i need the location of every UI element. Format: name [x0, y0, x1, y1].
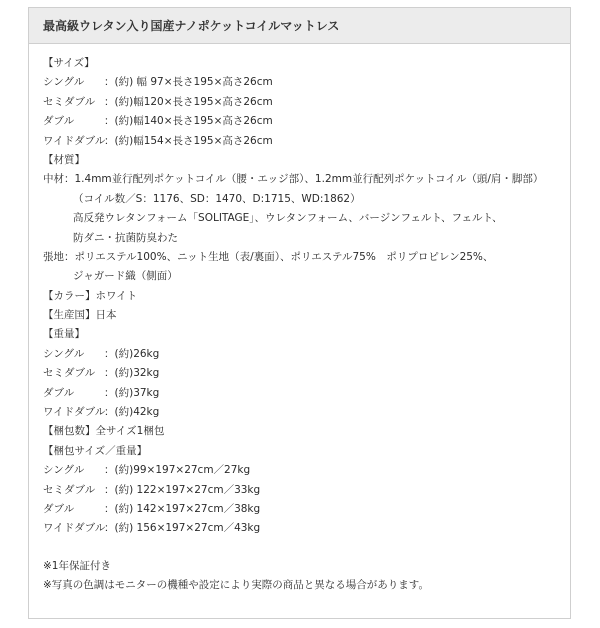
size-heading: 【サイズ】: [43, 57, 95, 69]
package-value: ：(約) 156×197×27cm／43kg: [104, 522, 261, 535]
package-value: ：(約) 142×197×27cm／38kg: [104, 502, 261, 515]
weight-value: ：(約)42kg: [104, 406, 160, 419]
weight-row: [43, 364, 570, 383]
material-line: 中材：1.4mm並行配列ポケットコイル（腰・エッジ部）、1.2mm並行配列ポケットコイル（頭/肩・脚部）: [43, 173, 544, 186]
package-row: [43, 519, 570, 538]
weight-value: ：(約)37kg: [104, 386, 160, 399]
size-row: [43, 73, 570, 92]
warranty-note: ※1年保証付き: [43, 559, 111, 572]
color-disclaimer-note: ※写真の色調はモニターの機種や設定により実際の商品と異なる場合があります。: [43, 579, 429, 592]
weight-row: [43, 403, 570, 422]
material-heading: 【材質】: [43, 153, 85, 166]
size-label: セミダブル: [43, 95, 96, 108]
size-row: [43, 93, 570, 112]
size-value: ：(約)幅140×長さ195×高さ26cm: [104, 115, 273, 128]
package-count-line: 【梱包数】全サイズ1梱包: [43, 425, 165, 438]
package-label: ダブル: [43, 502, 75, 515]
material-line: （コイル数／S：1176、SD：1470、D:1715、WD:1862）: [73, 192, 361, 205]
size-label: シングル: [43, 76, 85, 89]
material-line: ジャガード織（側面）: [73, 270, 178, 283]
weight-heading: 【重量】: [43, 328, 85, 341]
package-value: ：(約)99×197×27cm／27kg: [104, 464, 251, 477]
size-value: ：(約)幅154×長さ195×高さ26cm: [104, 134, 273, 147]
package-label: ワイドダブル: [43, 522, 106, 535]
package-label: シングル: [43, 464, 85, 477]
package-row: [43, 461, 570, 480]
package-row: [43, 500, 570, 519]
package-label: セミダブル: [43, 483, 96, 496]
material-line: 張地：ポリエステル100%、ニット生地（表/裏面）、ポリエステル75% ポリプロピレン25%、: [43, 250, 494, 263]
size-value: ：(約)幅120×長さ195×高さ26cm: [104, 95, 273, 108]
color-line: 【カラー】ホワイト: [43, 289, 138, 302]
spacer: [43, 539, 570, 557]
weight-label: セミダブル: [43, 367, 96, 380]
size-row: [43, 112, 570, 131]
spec-table: [28, 7, 571, 619]
origin-line: 【生産国】日本: [43, 309, 117, 322]
product-title: 最高級ウレタン入り国産ナノポケットコイルマットレス: [29, 8, 570, 44]
material-line: 防ダニ・抗菌防臭わた: [73, 231, 178, 244]
weight-row: [43, 384, 570, 403]
size-label: ワイドダブル: [43, 134, 106, 147]
package-heading: 【梱包サイズ／重量】: [43, 444, 148, 457]
material-line: 高反発ウレタンフォーム「SOLITAGE」、ウレタンフォーム、バージンフェルト、フェルト、: [73, 212, 503, 225]
weight-label: シングル: [43, 347, 85, 360]
weight-label: ワイドダブル: [43, 406, 106, 419]
weight-value: ：(約)26kg: [104, 347, 160, 360]
package-row: [43, 481, 570, 500]
size-value: ：(約) 幅 97×長さ195×高さ26cm: [104, 76, 273, 89]
size-row: [43, 132, 570, 151]
spec-body: [29, 44, 570, 596]
weight-label: ダブル: [43, 386, 75, 399]
size-label: ダブル: [43, 115, 75, 128]
package-value: ：(約) 122×197×27cm／33kg: [104, 483, 261, 496]
weight-row: [43, 345, 570, 364]
weight-value: ：(約)32kg: [104, 367, 160, 380]
